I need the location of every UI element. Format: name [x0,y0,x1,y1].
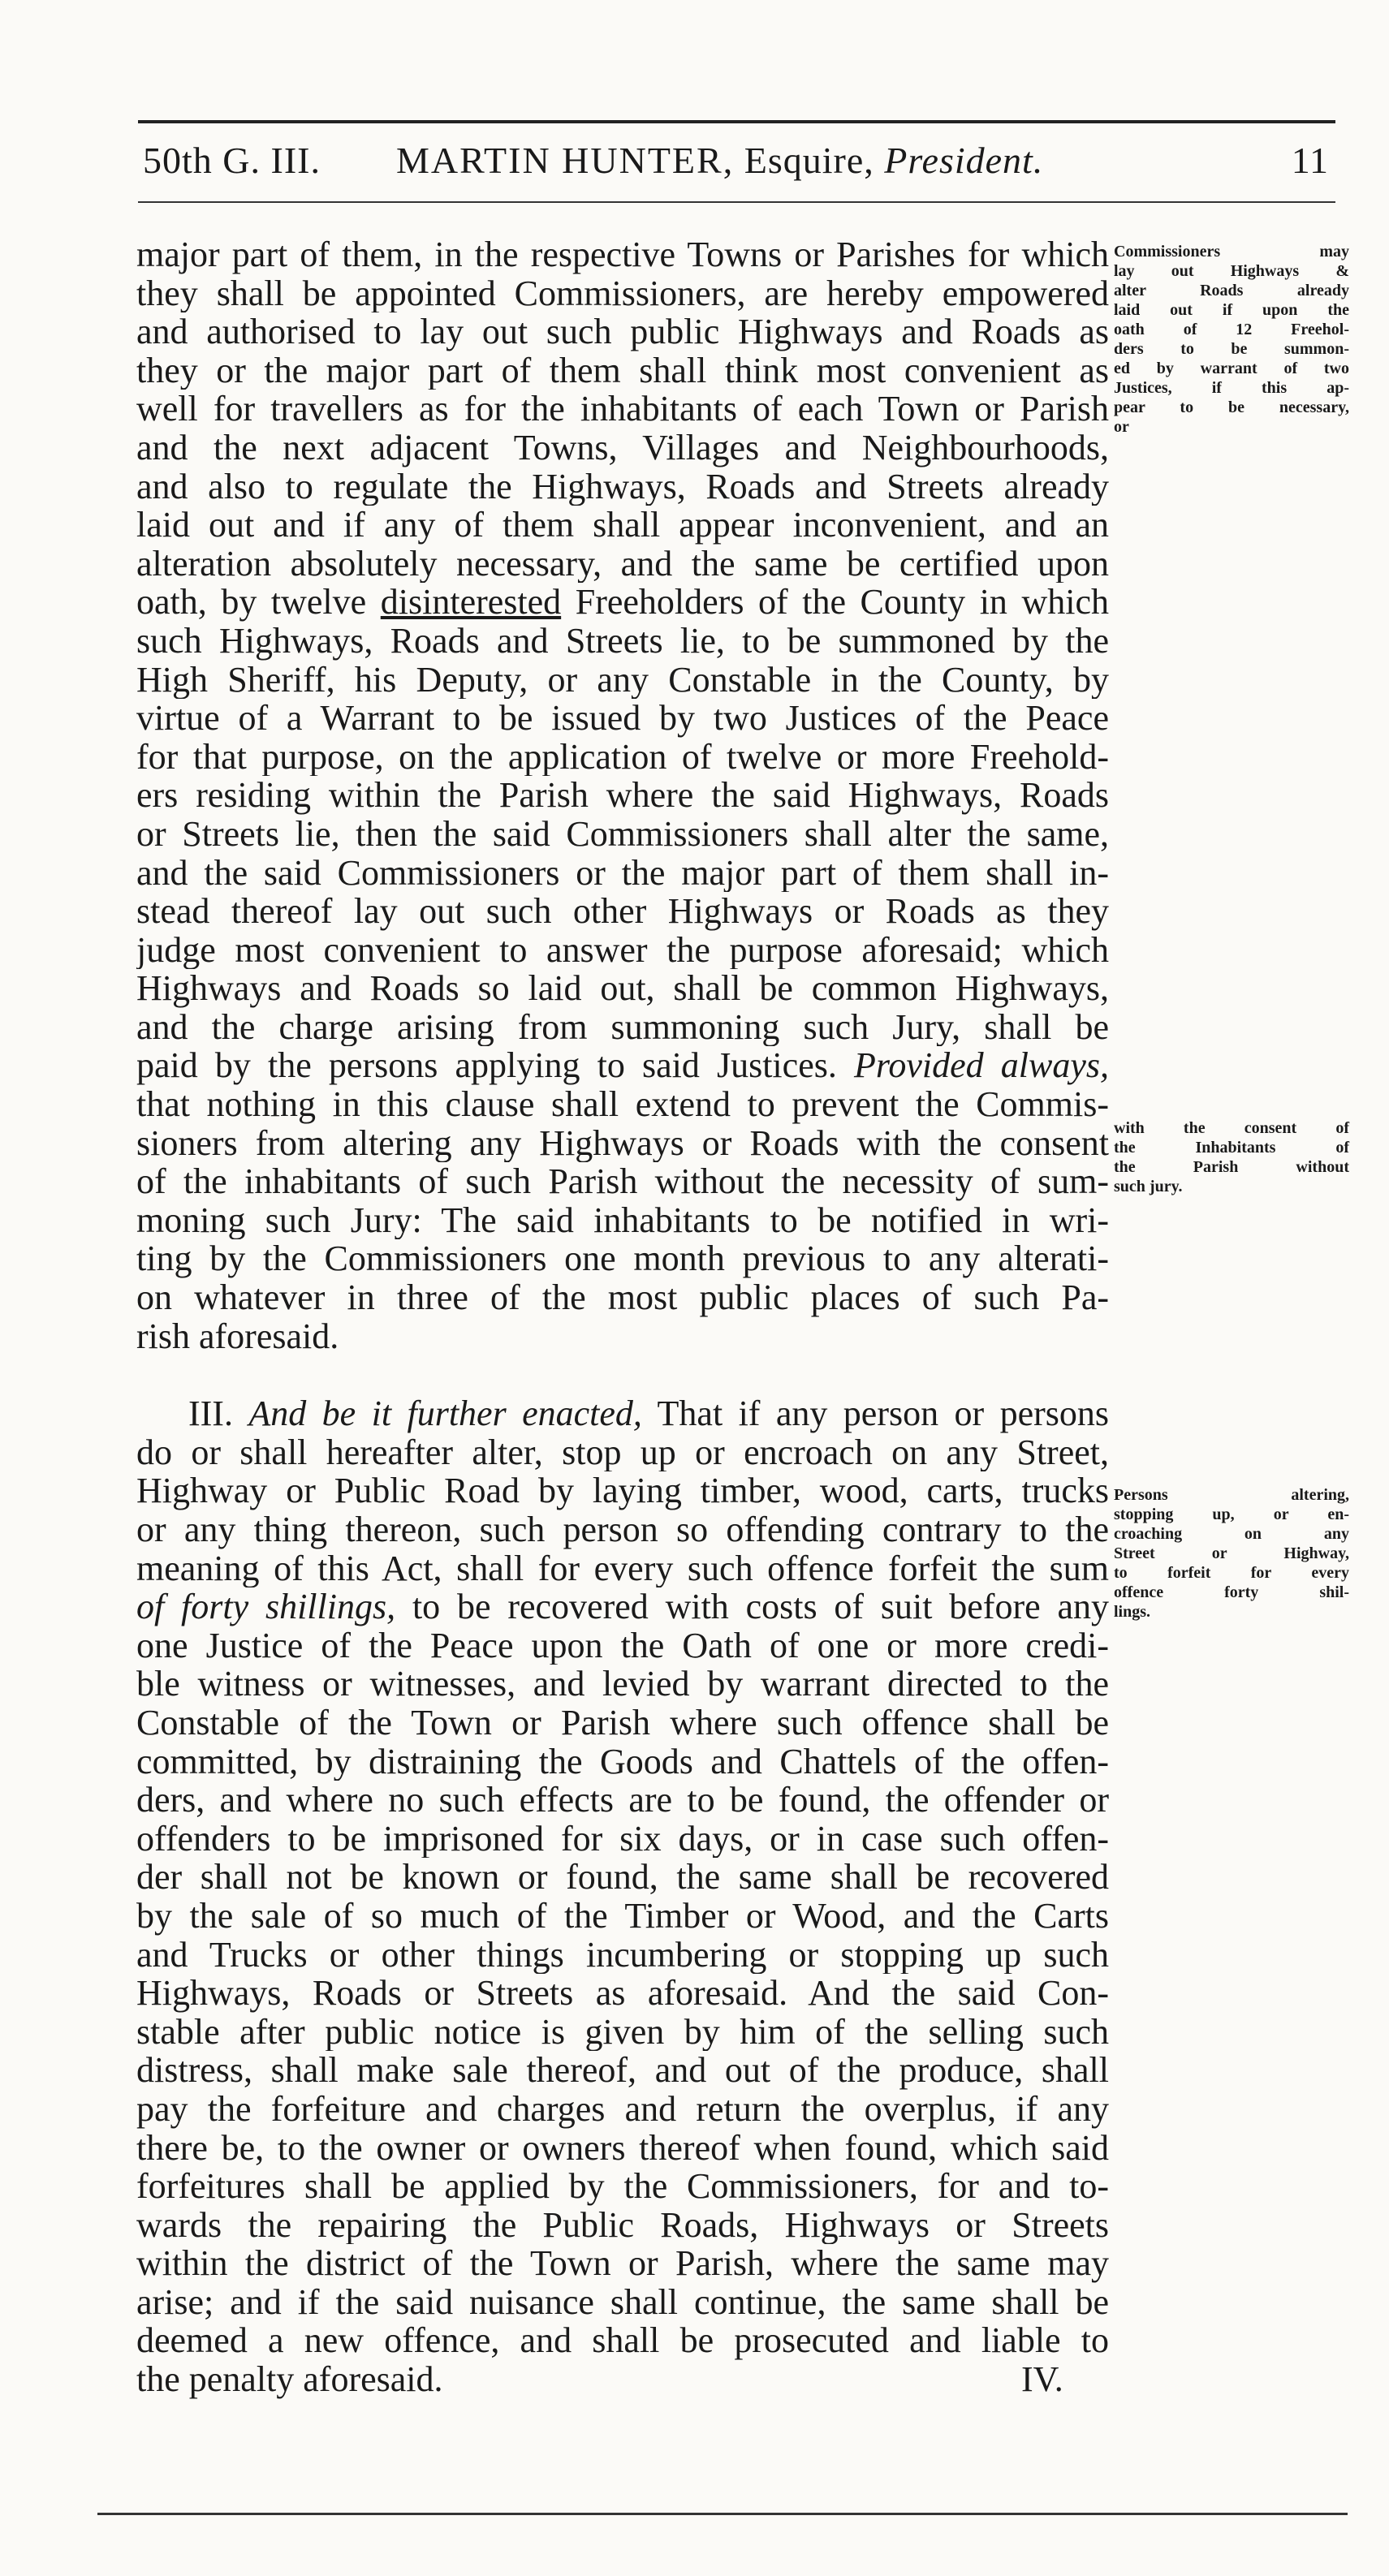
body-line: Highways, Roads or Streets as aforesaid. And the said Con- [136,1974,1109,2013]
body-line: arise; and if the said nuisance shall continue, the same shall be [136,2282,1109,2322]
body-line: offenders to be imprisoned for six days, or in case such offen- [136,1819,1109,1859]
margin-line: stopping up, or en- [1114,1506,1349,1523]
body-line: and the charge arising from summoning such Jury, shall be [136,1007,1109,1047]
body-line: ble witness or witnesses, and levied by warrant directed to the [136,1665,1109,1704]
body-line: they or the major part of them shall think most convenient as [136,351,1109,390]
body-line: Constable of the Town or Parish where such offence shall be [136,1703,1109,1742]
margin-line: lings. [1114,1603,1151,1621]
body-line: meaning of this Act, shall for every such offence forfeit the sum [136,1549,1109,1588]
body-line: within the district of the Town or Parish, where the same may [136,2244,1109,2283]
footer-rule [97,2513,1348,2515]
forty-rest: to be recovered with costs of suit before any [412,1587,1109,1626]
body-line: High Sheriff, his Deputy, or any Constable in the County, by [136,660,1109,700]
margin-line: pear to be necessary, [1114,398,1349,416]
final-text: the penalty aforesaid. [136,2360,443,2399]
regnal-year: 50th G. III. [143,140,321,181]
page-number: 11 [1291,140,1329,181]
body-line-final [136,2360,1109,2399]
paid-text: paid by the persons applying to said Justices. [136,1046,837,1086]
margin-line: with the consent of [1114,1119,1349,1137]
forty-shillings: of forty shillings, [136,1587,396,1626]
body-line: virtue of a Warrant to be issued by two Justices of the Peace [136,699,1109,738]
body-line: judge most convenient to answer the purpose aforesaid; which [136,930,1109,970]
body-line: ers residing within the Parish where the said Highways, Roads [136,776,1109,815]
margin-line: Commissioners may [1114,243,1349,261]
body-line: and Trucks or other things incumbering or stopping up such [136,1935,1109,1975]
provided-always: Provided always, [853,1046,1109,1086]
header-title [396,139,1043,182]
section-number: III. [188,1394,233,1433]
paragraph-gap [136,1355,1109,1394]
body-line: do or shall hereafter alter, stop up or encroach on any Street, [136,1432,1109,1472]
margin-line: such jury. [1114,1178,1183,1195]
body-line: stable after public notice is given by him of the selling such [136,2012,1109,2052]
body-line: and authorised to lay out such public Highways and Roads as [136,312,1109,351]
running-header [138,134,1335,191]
oath-text: oath, by twelve [136,583,367,622]
margin-line: Justices, if this ap- [1114,379,1349,397]
margin-note-forfeit [1114,1485,1349,1622]
catchword: IV. [1021,2360,1063,2399]
body-line [136,1046,1109,1085]
header-top-rule [138,120,1335,123]
margin-line: ed by warrant of two [1114,360,1349,377]
body-line: or Streets lie, then the said Commissioners shall alter the same, [136,814,1109,854]
body-line: rish aforesaid. [136,1316,339,1356]
margin-line: Street or Highway, [1114,1544,1349,1562]
body-line: such Highways, Roads and Streets lie, to be summoned by the [136,621,1109,661]
body-line [136,583,1109,622]
underlined-word: disinterested [380,583,562,622]
oath-rest-text: Freeholders of the County in which [575,583,1109,622]
header-esquire: Esquire, [744,140,874,181]
margin-note-consent [1114,1118,1349,1196]
margin-line: alter Roads already [1114,282,1349,299]
margin-line: offence forty shil- [1114,1583,1349,1601]
header-name: MARTIN HUNTER, [396,140,735,181]
body-line: and also to regulate the Highways, Roads and Streets already [136,467,1109,506]
body-line: sioners from altering any Highways or Roads with the consent [136,1123,1109,1163]
body-line: there be, to the owner or owners thereof when found, which said [136,2128,1109,2168]
header-bottom-rule [138,201,1335,203]
body-line: one Justice of the Peace upon the Oath of one or more credi- [136,1626,1109,1665]
body-line: forfeitures shall be applied by the Commissioners, for and to- [136,2167,1109,2206]
body-line: deemed a new offence, and shall be prosecuted and liable to [136,2321,1109,2361]
body-line: wards the repairing the Public Roads, Highways or Streets [136,2205,1109,2245]
body-line: laid out and if any of them shall appear inconvenient, and an [136,506,1109,545]
body-line [136,1587,1109,1626]
section-heading-line [136,1394,1109,1433]
body-line: they shall be appointed Commissioners, are hereby empowered [136,274,1109,313]
body-line: of the inhabitants of such Parish without the necessity of sum- [136,1162,1109,1201]
margin-line: to forfeit for every [1114,1564,1349,1582]
enacting-clause: And be it further enacted, [248,1394,642,1433]
body-line: that nothing in this clause shall extend to prevent the Commis- [136,1085,1109,1124]
body-line: or any thing thereon, such person so offending contrary to the [136,1510,1109,1549]
body-line: on whatever in three of the most public places of such Pa- [136,1278,1109,1317]
margin-line: the Parish without [1114,1158,1349,1176]
body-line: by the sale of so much of the Timber or Wood, and the Carts [136,1896,1109,1936]
body-line: alteration absolutely necessary, and the same be certified upon [136,544,1109,584]
page-body [136,235,1109,2399]
header-president: President. [884,140,1044,181]
body-line: for that purpose, on the application of twelve or more Freehold- [136,737,1109,777]
body-line: stead thereof lay out such other Highways or Roads as they [136,892,1109,931]
margin-line: ders to be summon- [1114,340,1349,358]
body-line: Highway or Public Road by laying timber, wood, carts, trucks [136,1471,1109,1510]
body-line: major part of them, in the respective Towns or Parishes for which [136,235,1109,274]
body-line: and the said Commissioners or the major part of them shall in- [136,853,1109,893]
body-line: moning such Jury: The said inhabitants to be notified in wri- [136,1200,1109,1240]
body-line: distress, shall make sale thereof, and out of the produce, shall [136,2051,1109,2090]
section-text: That if any person or persons [657,1394,1109,1433]
margin-line: oath of 12 Freehol- [1114,321,1349,338]
body-line: ting by the Commissioners one month previous to any alterati- [136,1239,1109,1279]
margin-line: or [1114,418,1129,436]
body-line: pay the forfeiture and charges and return the overplus, if any [136,2089,1109,2129]
margin-line: the Inhabitants of [1114,1139,1349,1157]
body-line: ders, and where no such effects are to be found, the offender or [136,1781,1109,1820]
margin-note-commissioners [1114,242,1349,437]
margin-line: laid out if upon the [1114,301,1349,319]
margin-line: croaching on any [1114,1525,1349,1543]
margin-line: Persons altering, [1114,1486,1349,1504]
margin-line: lay out Highways & [1114,262,1349,280]
body-line: Highways and Roads so laid out, shall be common Highways, [136,969,1109,1008]
body-line: committed, by distraining the Goods and Chattels of the offen- [136,1742,1109,1781]
body-line: well for travellers as for the inhabitants of each Town or Parish [136,390,1109,429]
body-line: and the next adjacent Towns, Villages and Neighbourhoods, [136,428,1109,467]
body-line: der shall not be known or found, the same shall be recovered [136,1858,1109,1897]
